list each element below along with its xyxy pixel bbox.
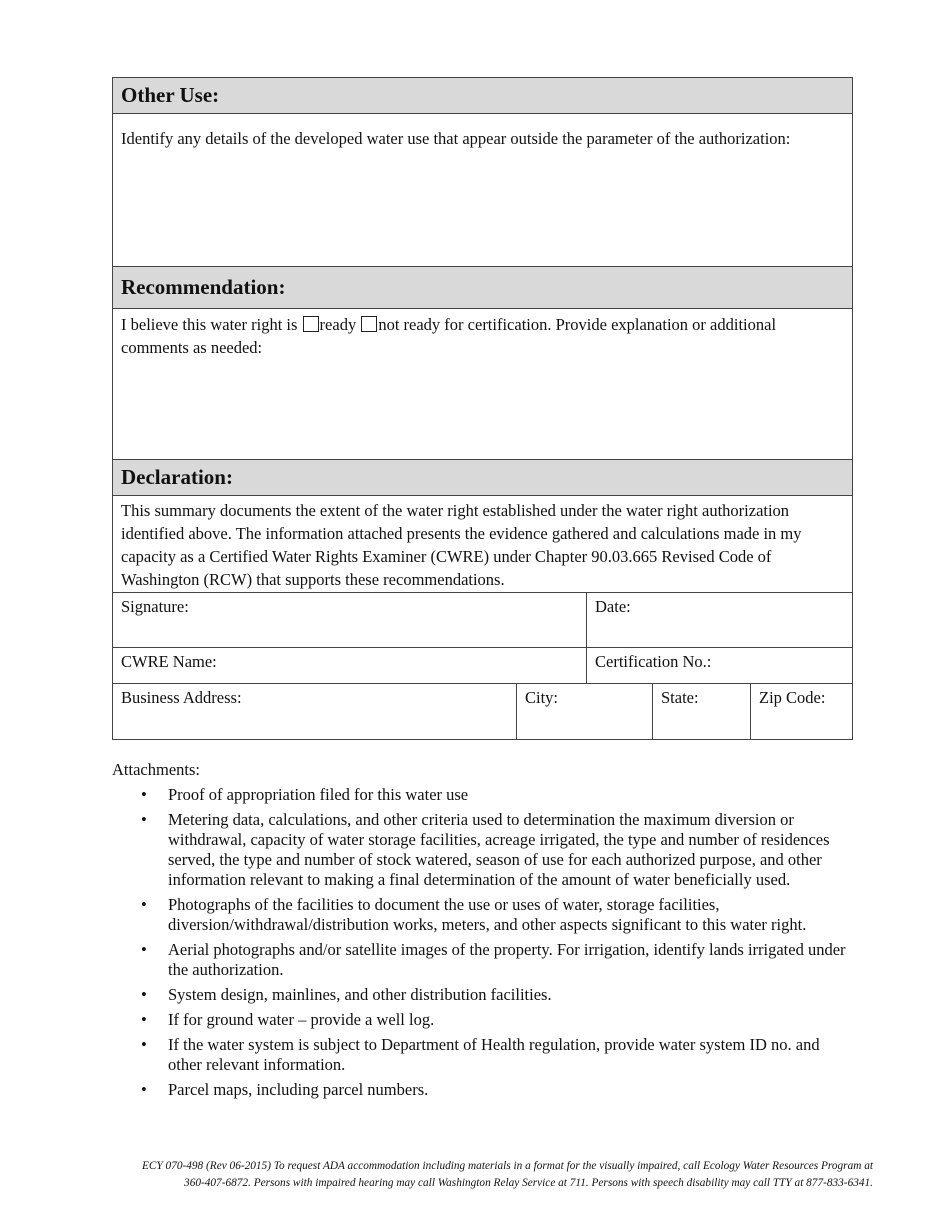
recommendation-heading: Recommendation: — [113, 267, 852, 309]
bullet-icon: • — [141, 1035, 147, 1054]
certification-no-field[interactable] — [587, 648, 852, 683]
recommendation-field[interactable] — [113, 309, 852, 460]
list-item: • If the water system is subject to Department of Health regulation, provide water system ID no. and other relevant information. — [141, 1035, 820, 1074]
ready-checkbox[interactable] — [303, 316, 319, 332]
list-item: • Proof of appropriation filed for this water use — [141, 785, 469, 804]
business-address-label: Business Address: — [121, 688, 242, 707]
list-item: • Parcel maps, including parcel numbers. — [141, 1080, 429, 1099]
bullet-icon: • — [141, 985, 147, 1004]
state-label: State: — [661, 688, 699, 707]
cwre-name-field[interactable] — [113, 648, 587, 683]
certification-no-label: Certification No.: — [595, 652, 712, 671]
city-label: City: — [525, 688, 559, 707]
attachments-title: Attachments: — [112, 760, 200, 779]
date-field[interactable] — [587, 593, 852, 647]
signature-row — [113, 593, 852, 648]
address-row — [113, 684, 852, 739]
cwre-row — [113, 648, 852, 684]
signature-label: Signature: — [121, 597, 189, 616]
bullet-icon: • — [141, 1010, 147, 1029]
footer-line-2: 360-407-6872. Persons with impaired hearing may call Washington Relay Service at 711. Persons with speech disability may call TTY at 877-833-6341. — [184, 1177, 873, 1189]
list-item: • Photographs of the facilities to document the use or uses of water, storage facilities, diversion/withdrawal/distribution works, meters, and other aspects significant to this water right. — [141, 895, 807, 934]
not-ready-label: not ready for certification. Provide explanation or additional comments as needed: — [121, 315, 777, 357]
business-address-field[interactable] — [113, 684, 517, 739]
other-use-heading: Other Use: — [113, 78, 852, 114]
date-label: Date: — [595, 597, 631, 616]
state-field[interactable] — [653, 684, 751, 739]
city-field[interactable] — [517, 684, 653, 739]
other-use-field[interactable] — [113, 114, 852, 267]
bullet-icon: • — [141, 895, 147, 914]
bullet-icon: • — [141, 785, 147, 804]
ready-label: ready — [319, 315, 361, 334]
certification-form — [112, 77, 853, 740]
form-footer — [40, 1158, 873, 1192]
zip-code-label: Zip Code: — [759, 688, 826, 707]
bullet-icon: • — [141, 810, 147, 829]
signature-field[interactable] — [113, 593, 587, 647]
not-ready-checkbox[interactable] — [361, 316, 377, 332]
cwre-name-label: CWRE Name: — [121, 652, 217, 671]
list-item: • Aerial photographs and/or satellite images of the property. For irrigation, identify lands irrigated under the authorization. — [141, 940, 846, 979]
zip-code-field[interactable] — [751, 684, 852, 739]
list-item: • Metering data, calculations, and other criteria used to determination the maximum diversion or withdrawal, capacity of water storage facilities, acreage irrigated, the type and number of residences served, the type and number of stock watered, season of use for each authorized purpose, and other information relevant to making a final determination of the amount of water beneficially used. — [141, 810, 830, 889]
list-item: • If for ground water – provide a well log. — [141, 1010, 435, 1029]
bullet-icon: • — [141, 1080, 147, 1099]
other-use-prompt: Identify any details of the developed water use that appear outside the parameter of the authorization: — [121, 129, 791, 148]
declaration-text: This summary documents the extent of the water right established under the water right authorization identified above. The information attached presents the evidence gathered and calculations made in my capacity as a Certified Water Rights Examiner (CWRE) under Chapter 90.03.665 Revised Code of Washington (RCW) that supports these recommendations. — [113, 496, 852, 593]
footer-line-1: ECY 070-498 (Rev 06-2015) To request ADA accommodation including materials in a format for the visually impaired, call Ecology Water Resources Program at — [142, 1160, 873, 1172]
attachments-list — [112, 785, 852, 1100]
list-item: • System design, mainlines, and other distribution facilities. — [141, 985, 552, 1004]
attachments-section — [112, 760, 852, 1105]
recommendation-prompt: I believe this water right is — [121, 315, 302, 334]
declaration-heading: Declaration: — [113, 460, 852, 496]
bullet-icon: • — [141, 940, 147, 959]
